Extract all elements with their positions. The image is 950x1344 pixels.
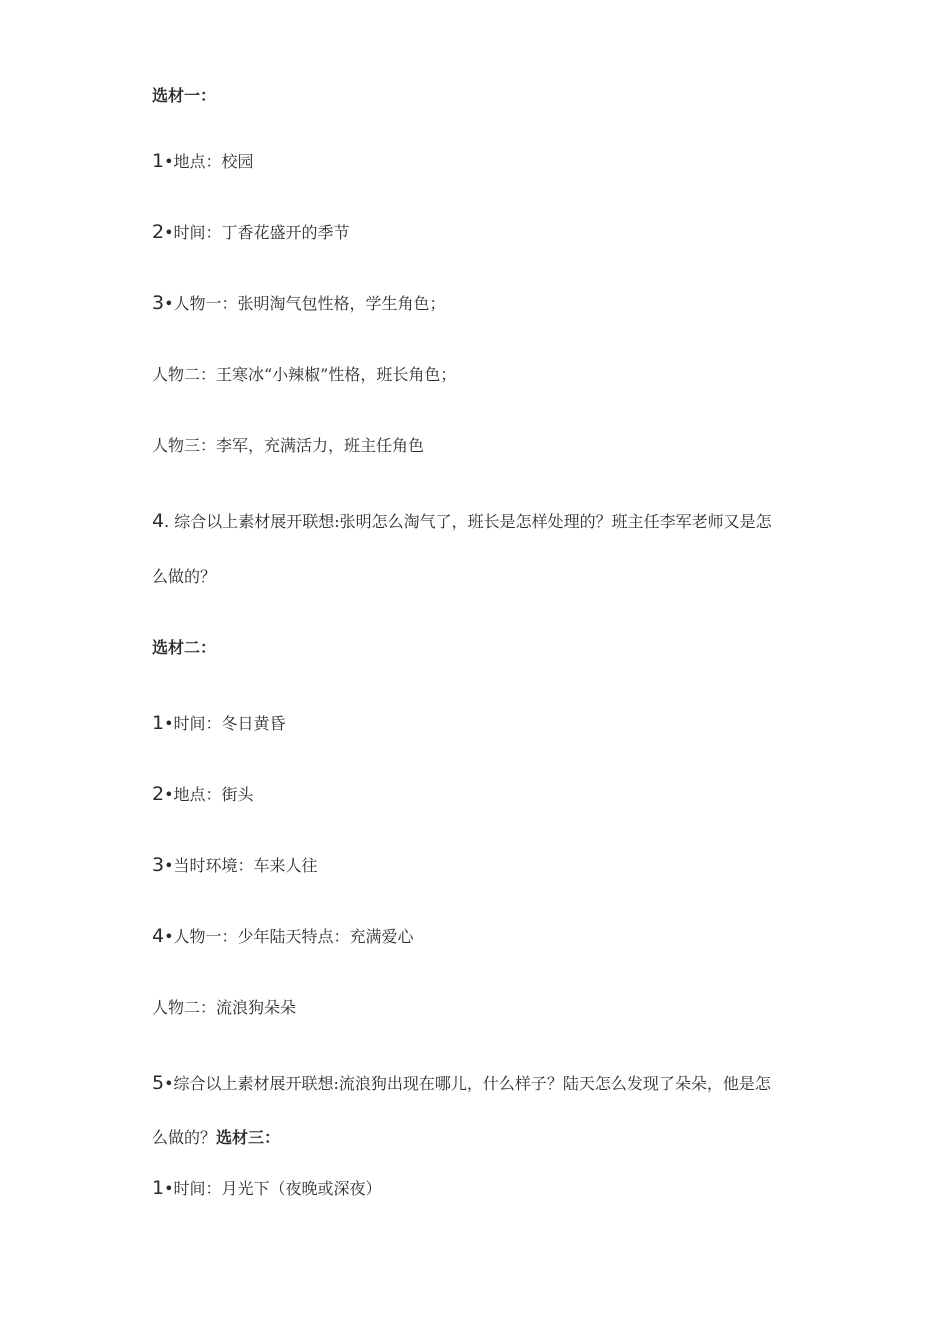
item-number: 3: [152, 292, 165, 314]
item-number: 1: [152, 712, 165, 734]
section1-item4-continuation: 么做的？: [152, 567, 217, 586]
item-text: •时间：冬日黄昏: [164, 714, 286, 733]
item-text: . 综合以上素材展开联想:张明怎么淘气了，班长是怎样处理的？班主任李军老师又是怎: [164, 512, 772, 531]
section2-item4: [152, 925, 414, 948]
section2-item2: [152, 783, 254, 806]
section1-heading: 选材一：: [152, 86, 217, 105]
item-number: 1: [152, 150, 165, 172]
item-text: •时间：丁香花盛开的季节: [164, 223, 350, 242]
item-text: 么做的？: [152, 1128, 217, 1147]
item-number: 4: [152, 510, 165, 532]
section1-person2: 人物二：王寒冰“小辣椒”性格，班长角色；: [152, 365, 457, 384]
item-number: 3: [152, 854, 165, 876]
section2-item3: [152, 854, 318, 877]
item-text: •地点：街头: [164, 785, 254, 804]
section1-item4: [152, 510, 772, 533]
section2-heading: 选材二：: [152, 638, 217, 657]
item-text: •人物一：张明淘气包性格，学生角色；: [164, 294, 446, 313]
section3-item1: [152, 1177, 382, 1200]
section3-heading: 选材三：: [216, 1128, 281, 1147]
section1-item2: [152, 221, 350, 244]
section1-item3: [152, 292, 446, 315]
section2-item1: [152, 712, 286, 735]
item-number: 2: [152, 783, 165, 805]
section2-person2: 人物二：流浪狗朵朵: [152, 998, 297, 1017]
item-text: •时间：月光下（夜晚或深夜）: [164, 1179, 382, 1198]
section2-item5-continuation: [152, 1127, 280, 1149]
section1-item1: [152, 150, 254, 173]
item-number: 1: [152, 1177, 165, 1199]
section2-item5: [152, 1072, 771, 1095]
section1-person3: 人物三：李军，充满活力，班主任角色: [152, 436, 425, 455]
item-text: •综合以上素材展开联想:流浪狗出现在哪儿，什么样子？陆天怎么发现了朵朵，他是怎: [164, 1074, 771, 1093]
item-text: •人物一：少年陆天特点：充满爱心: [164, 927, 414, 946]
item-text: •地点：校园: [164, 152, 254, 171]
item-number: 5: [152, 1072, 165, 1094]
item-number: 4: [152, 925, 165, 947]
item-number: 2: [152, 221, 165, 243]
item-text: •当时环境：车来人往: [164, 856, 318, 875]
